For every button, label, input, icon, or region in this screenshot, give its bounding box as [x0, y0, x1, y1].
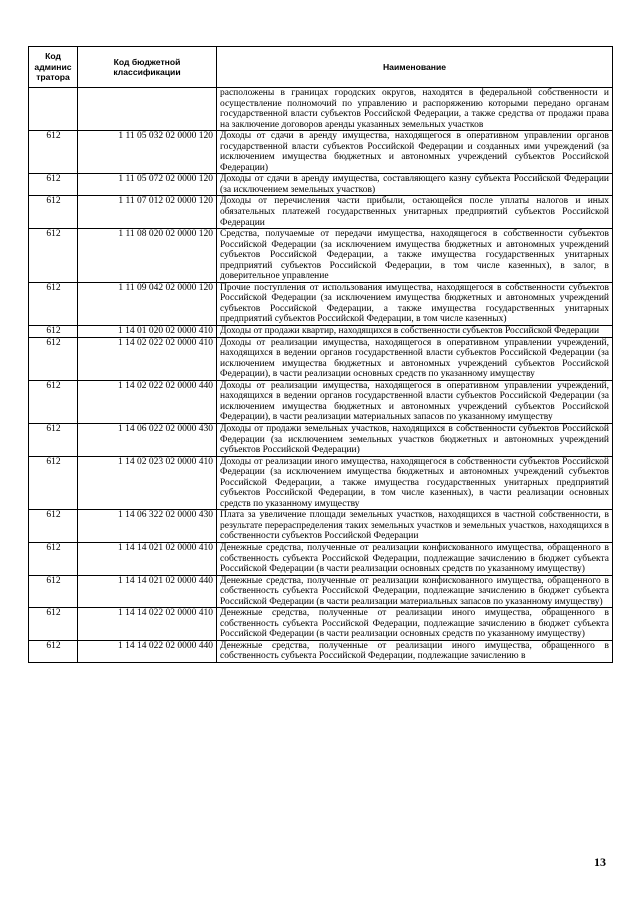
budget-code-cell: 1 14 14 021 02 0000 440	[78, 575, 217, 608]
admin-code-cell: 612	[29, 423, 78, 456]
name-cell: Денежные средства, полученные от реализации конфискованного имущества, обращенного в собственность субъекта Российской Федерации, подлежащие зачислению в бюджет субъекта Российской Федерации (в части реализации материальных запасов по указанному имуществу)	[217, 575, 613, 608]
budget-code-cell: 1 11 09 042 02 0000 120	[78, 282, 217, 325]
budget-code-cell: 1 11 07 012 02 0000 120	[78, 196, 217, 229]
name-cell: Доходы от продажи земельных участков, находящихся в собственности субъектов Российской Федерации (за исключением земельных участков бюджетных и автономных учреждений субъектов Российской Федерации)	[217, 423, 613, 456]
document-page	[28, 46, 612, 663]
name-cell: Денежные средства, полученные от реализации иного имущества, обращенного в собственность субъекта Российской Федерации, подлежащие зачислению в	[217, 640, 613, 662]
table-row	[29, 326, 613, 338]
admin-code-cell: 612	[29, 575, 78, 608]
budget-code-cell: 1 14 01 020 02 0000 410	[78, 326, 217, 338]
budget-code-cell: 1 11 08 020 02 0000 120	[78, 229, 217, 283]
budget-codes-table	[28, 46, 613, 663]
admin-code-cell: 612	[29, 510, 78, 543]
table-row	[29, 131, 613, 174]
name-cell: Денежные средства, полученные от реализации иного имущества, обращенного в собственность субъекта Российской Федерации, подлежащие зачислению в бюджет субъекта Российской Федерации (в части реализации основных средств по указанному имуществу)	[217, 608, 613, 641]
header-budget-code: Код бюджетной классификации	[78, 47, 217, 88]
admin-code-cell: 612	[29, 131, 78, 174]
page-number: 13	[594, 855, 606, 869]
admin-code-cell: 612	[29, 337, 78, 380]
name-cell: расположены в границах городских округов, находятся в федеральной собственности и осуществление полномочий по управлению и распоряжению которыми передано органам государственной власти субъектов Российской Федерации, а также средства от продажи права на заключение договоров аренды указанных земельных участков	[217, 88, 613, 131]
table-row	[29, 640, 613, 662]
budget-code-cell	[78, 88, 217, 131]
admin-code-cell: 612	[29, 380, 78, 423]
budget-code-cell: 1 14 14 022 02 0000 440	[78, 640, 217, 662]
budget-code-cell: 1 14 02 022 02 0000 440	[78, 380, 217, 423]
name-cell: Доходы от сдачи в аренду имущества, находящегося в оперативном управлении органов государственной власти субъектов Российской Федерации и созданных ими учреждений (за исключением имущества бюджетных и автономных учреждений субъектов Российской Федерации)	[217, 131, 613, 174]
name-cell: Доходы от перечисления части прибыли, остающейся после уплаты налогов и иных обязательных платежей государственных унитарных предприятий субъектов Российской Федерации	[217, 196, 613, 229]
budget-code-cell: 1 14 14 021 02 0000 410	[78, 542, 217, 575]
budget-code-cell: 1 14 02 023 02 0000 410	[78, 456, 217, 510]
header-admin-code: Код админис тратора	[29, 47, 78, 88]
header-name: Наименование	[217, 47, 613, 88]
table-row	[29, 380, 613, 423]
budget-code-cell: 1 14 06 322 02 0000 430	[78, 510, 217, 543]
table-row	[29, 510, 613, 543]
admin-code-cell: 612	[29, 174, 78, 196]
table-row	[29, 575, 613, 608]
table-body	[29, 88, 613, 663]
admin-code-cell: 612	[29, 229, 78, 283]
admin-code-cell: 612	[29, 640, 78, 662]
name-cell: Доходы от сдачи в аренду имущества, составляющего казну субъекта Российской Федерации (за исключением земельных участков)	[217, 174, 613, 196]
table-row	[29, 423, 613, 456]
admin-code-cell	[29, 88, 78, 131]
table-row	[29, 196, 613, 229]
table-row	[29, 88, 613, 131]
admin-code-cell: 612	[29, 196, 78, 229]
table-row	[29, 282, 613, 325]
name-cell: Доходы от реализации иного имущества, находящегося в собственности субъектов Российской Федерации (за исключением имущества бюджетных и автономных учреждений субъектов Российской Федерации, а также имущества государственных унитарных предприятий субъектов Российской Федерации, в том числе казенных), в части реализации основных средств по указанному имуществу	[217, 456, 613, 510]
name-cell: Средства, получаемые от передачи имущества, находящегося в собственности субъектов Российской Федерации (за исключением имущества бюджетных и автономных учреждений субъектов Российской Федерации, а также имущества государственных унитарных предприятий субъектов Российской Федерации, в том числе казенных), в залог, в доверительное управление	[217, 229, 613, 283]
admin-code-cell: 612	[29, 456, 78, 510]
table-row	[29, 174, 613, 196]
budget-code-cell: 1 11 05 072 02 0000 120	[78, 174, 217, 196]
name-cell: Доходы от реализации имущества, находящегося в оперативном управлении учреждений, находящихся в ведении органов государственной власти субъектов Российской Федерации (за исключением имущества бюджетных и автономных учреждений субъектов Российской Федерации), в части реализации основных средств по указанному имуществу	[217, 337, 613, 380]
budget-code-cell: 1 14 02 022 02 0000 410	[78, 337, 217, 380]
table-row	[29, 229, 613, 283]
name-cell: Плата за увеличение площади земельных участков, находящихся в частной собственности, в результате перераспределения таких земельных участков и земельных участков, находящихся в собственности субъектов Российской Федерации	[217, 510, 613, 543]
budget-code-cell: 1 11 05 032 02 0000 120	[78, 131, 217, 174]
table-row	[29, 456, 613, 510]
admin-code-cell: 612	[29, 608, 78, 641]
admin-code-cell: 612	[29, 542, 78, 575]
admin-code-cell: 612	[29, 326, 78, 338]
table-header-row	[29, 47, 613, 88]
admin-code-cell: 612	[29, 282, 78, 325]
budget-code-cell: 1 14 06 022 02 0000 430	[78, 423, 217, 456]
table-row	[29, 542, 613, 575]
name-cell: Прочие поступления от использования имущества, находящегося в собственности субъектов Российской Федерации (за исключением имущества бюджетных и автономных учреждений субъектов Российской Федерации, а также имущества государственных унитарных предприятий субъектов Российской Федерации, в том числе казенных)	[217, 282, 613, 325]
table-row	[29, 337, 613, 380]
name-cell: Доходы от продажи квартир, находящихся в собственности субъектов Российской Федерации	[217, 326, 613, 338]
budget-code-cell: 1 14 14 022 02 0000 410	[78, 608, 217, 641]
name-cell: Денежные средства, полученные от реализации конфискованного имущества, обращенного в собственность субъекта Российской Федерации, подлежащие зачислению в бюджет субъекта Российской Федерации (в части реализации основных средств по указанному имуществу)	[217, 542, 613, 575]
name-cell: Доходы от реализации имущества, находящегося в оперативном управлении учреждений, находящихся в ведении органов государственной власти субъектов Российской Федерации (за исключением имущества бюджетных и автономных учреждений субъектов Российской Федерации), в части реализации материальных запасов по указанному имуществу	[217, 380, 613, 423]
table-row	[29, 608, 613, 641]
